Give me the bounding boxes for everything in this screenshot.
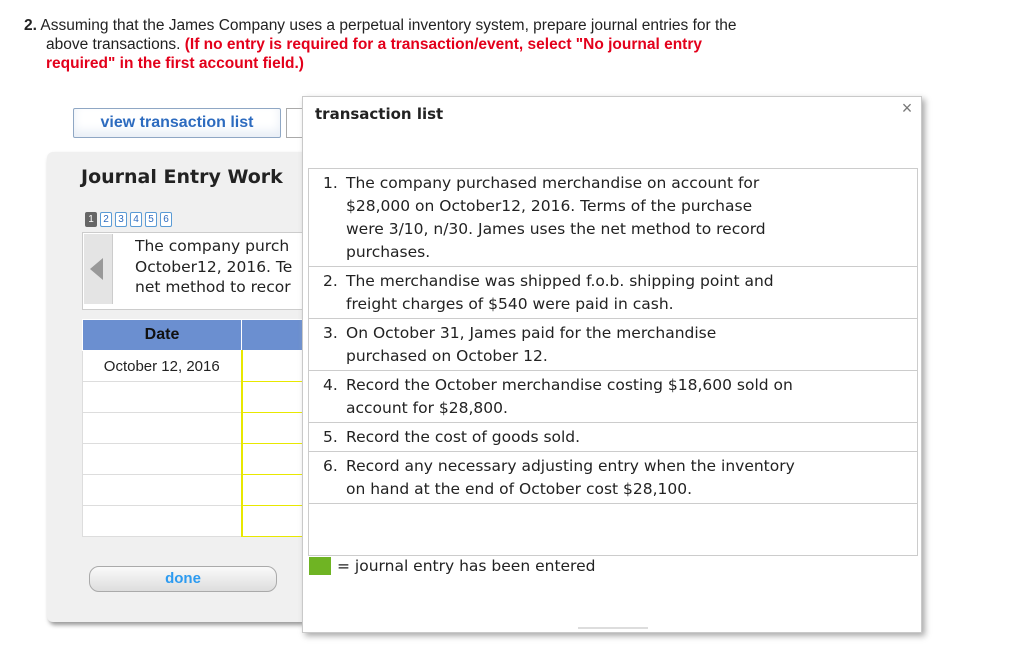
transaction-line: freight charges of $540 were paid in cash. <box>346 295 674 313</box>
transaction-line: On October 31, James paid for the merchandise <box>346 324 717 342</box>
transaction-number: 2. <box>323 272 338 290</box>
transaction-list <box>308 168 918 556</box>
transaction-number: 3. <box>323 324 338 342</box>
transaction-line: The merchandise was shipped f.o.b. shipping point and <box>346 272 774 290</box>
date-cell: October 12, 2016 <box>83 351 242 382</box>
transaction-line: purchases. <box>346 243 431 261</box>
transaction-item <box>309 169 917 267</box>
description-line: net method to recor <box>135 278 291 296</box>
date-cell <box>83 444 242 475</box>
page-6-button[interactable]: 6 <box>160 212 172 227</box>
transaction-number: 5. <box>323 428 338 446</box>
transaction-item <box>309 319 917 371</box>
transaction-item <box>309 423 917 452</box>
table-row <box>83 382 312 413</box>
transaction-line: $28,000 on October12, 2016. Terms of the purchase <box>346 197 753 215</box>
page-5-button[interactable]: 5 <box>145 212 157 227</box>
transaction-line: Record any necessary adjusting entry when the inventory <box>346 457 795 475</box>
transaction-item <box>309 452 917 504</box>
transaction-description <box>135 236 305 298</box>
question-instruction-2: required" in the first account field.) <box>46 55 304 72</box>
resize-handle[interactable] <box>578 627 648 629</box>
done-button[interactable]: done <box>89 566 277 592</box>
account-column-header <box>242 320 312 351</box>
date-cell <box>83 506 242 537</box>
view-transaction-list-button[interactable]: view transaction list <box>73 108 281 138</box>
journal-table <box>82 319 312 537</box>
account-input[interactable] <box>242 475 312 506</box>
question-line-1: Assuming that the James Company uses a perpetual inventory system, prepare journal entries for the <box>40 17 737 34</box>
transaction-number: 6. <box>323 457 338 475</box>
transaction-line: The company purchased merchandise on account for <box>346 174 760 192</box>
transaction-line: were 3/10, n/30. James uses the net method to record <box>346 220 766 238</box>
page-4-button[interactable]: 4 <box>130 212 142 227</box>
transaction-item <box>309 267 917 319</box>
entered-swatch <box>309 557 331 575</box>
worksheet-title: Journal Entry Work <box>81 166 283 188</box>
page-3-button[interactable]: 3 <box>115 212 127 227</box>
date-cell <box>83 475 242 506</box>
page-1-button[interactable]: 1 <box>85 212 97 227</box>
description-line: October12, 2016. Te <box>135 257 293 276</box>
table-row <box>83 413 312 444</box>
transaction-item <box>309 371 917 423</box>
table-row <box>83 475 312 506</box>
table-row <box>83 351 312 382</box>
account-input[interactable] <box>242 444 312 475</box>
transaction-number: 4. <box>323 376 338 394</box>
legend-text: = journal entry has been entered <box>337 557 596 575</box>
close-icon[interactable]: × <box>901 98 913 118</box>
account-input[interactable] <box>242 382 312 413</box>
transaction-list-popup <box>302 96 922 633</box>
worksheet-pager <box>85 212 172 227</box>
transaction-line: purchased on October 12. <box>346 347 548 365</box>
account-input[interactable] <box>242 413 312 444</box>
transaction-line: Record the October merchandise costing $18,600 sold on <box>346 376 793 394</box>
transaction-line: Record the cost of goods sold. <box>346 428 581 446</box>
question-instruction-1: (If no entry is required for a transaction/event, select "No journal entry <box>184 36 702 53</box>
question-number: 2. <box>24 17 37 34</box>
table-row <box>83 444 312 475</box>
transaction-number: 1. <box>323 174 338 192</box>
description-line: The company purch <box>135 237 290 255</box>
date-column-header: Date <box>83 320 242 351</box>
question-text <box>24 16 824 76</box>
transaction-line: account for $28,800. <box>346 399 508 417</box>
previous-arrow-icon[interactable] <box>84 234 113 304</box>
date-cell <box>83 413 242 444</box>
table-row <box>83 506 312 537</box>
popup-title: transaction list <box>315 105 444 123</box>
legend <box>309 557 595 575</box>
account-input[interactable] <box>242 506 312 537</box>
account-input[interactable] <box>242 351 312 382</box>
page-2-button[interactable]: 2 <box>100 212 112 227</box>
transaction-line: on hand at the end of October cost $28,100. <box>346 480 693 498</box>
date-cell <box>83 382 242 413</box>
question-line-2: above transactions. <box>46 36 181 53</box>
